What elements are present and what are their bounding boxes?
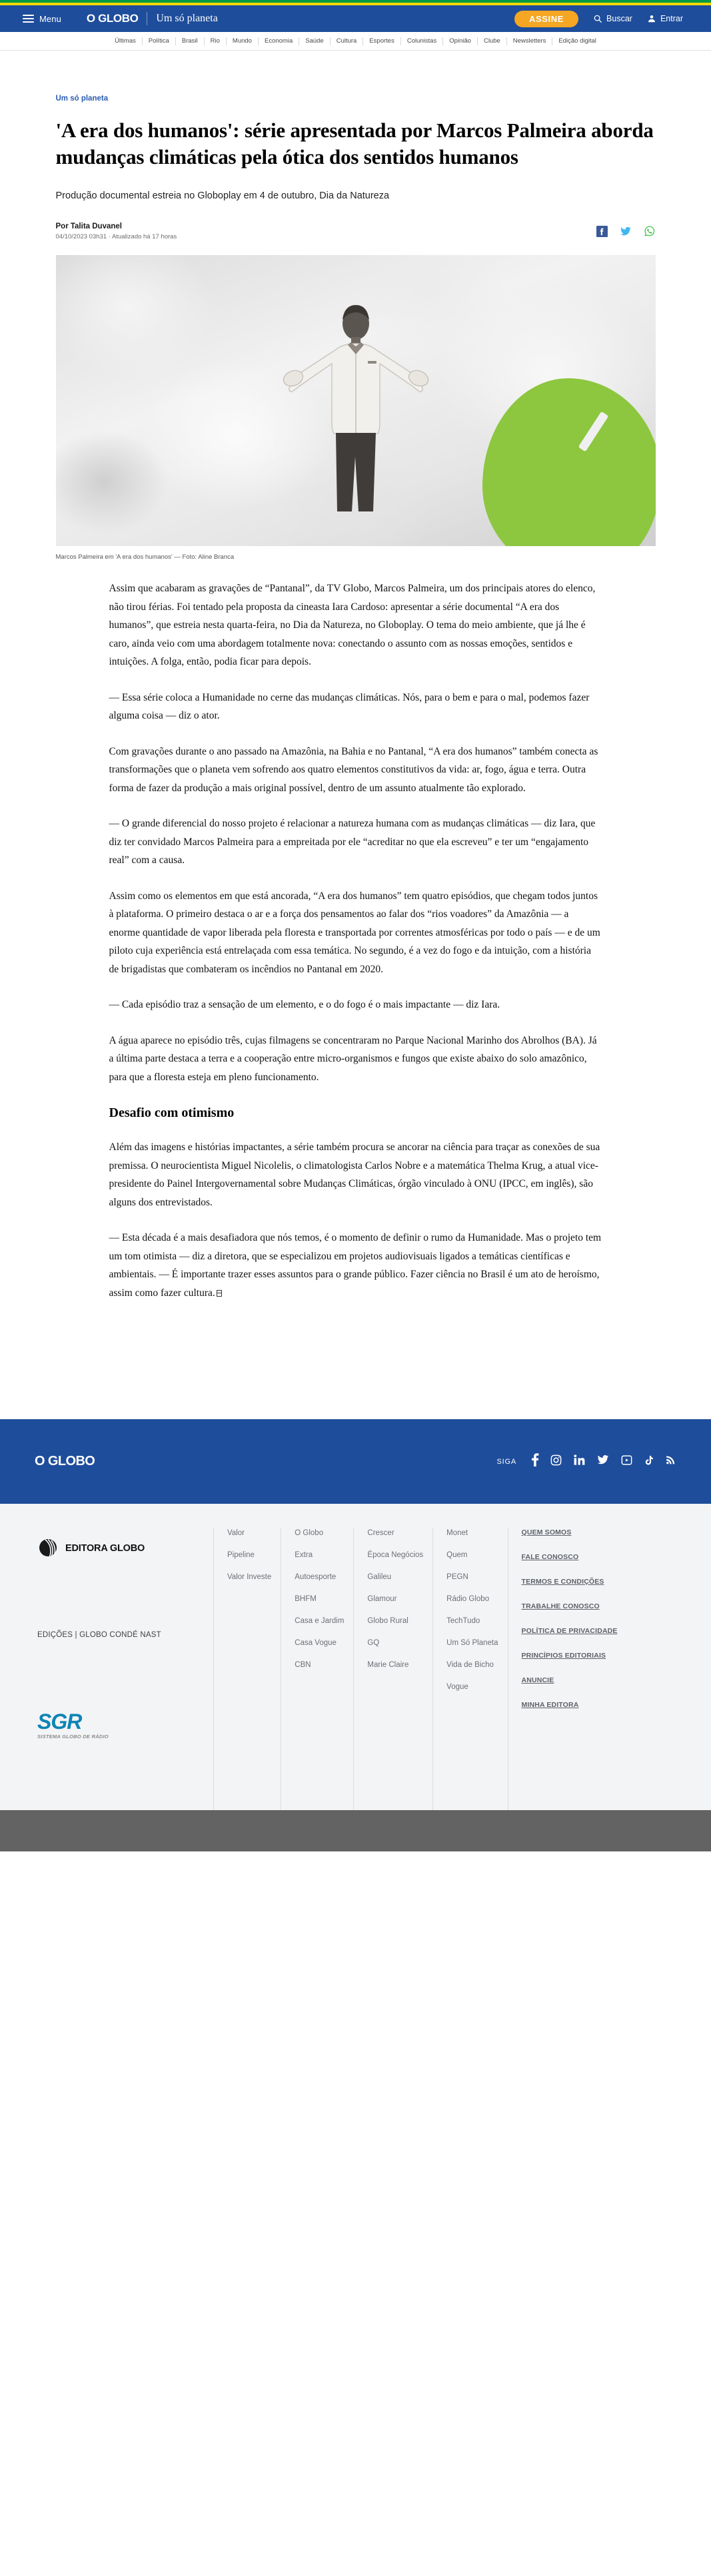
article-final-text: — Esta década é a mais desafiadora que nós temos, é o momento de definir o rumo da Humanidade. Mas o projeto tem um tom otimista — diz a diretora, que se especializou em projetos audiovisuais ligados a temáticas científicas e ambientais. — É importante trazer esses assuntos para o grande público. Fazer ciência no Brasil é um ato de heroísmo, assim como fazer cultura. — [109, 1232, 602, 1299]
subnav-item[interactable]: Clube — [478, 37, 507, 45]
article-paragraph: Assim que acabaram as gravações de “Pantanal”, da TV Globo, Marcos Palmeira, um dos principais atores do elenco, não tirou férias. Foi tentado pela proposta da cineasta Iara Cardoso: apresentar a série documental “A era dos humanos”, que estreia nesta quarta-feira, no Dia da Natureza, no Globoplay. O tema do meio ambiente, que já lhe é caro, ainda veio com uma abordagem totalmente nova: conectando o assunto com as nossas emoções, sentidos e intuições. A folga, então, podia ficar para depois. — [109, 583, 596, 667]
article-paragraph: — O grande diferencial do nosso projeto é relacionar a natureza humana com as mudanças climáticas — diz Iara, que diz ter convidado Marcos Palmeira para a empreitada por ele “acreditar no que ela escreveu” e ter um “engajamento real” com a causa. — [109, 818, 596, 866]
editora-globo-mark-icon — [37, 1537, 59, 1559]
subnav-item[interactable]: Esportes — [363, 37, 401, 45]
footer-link[interactable]: Autoesporte — [295, 1573, 337, 1581]
linkedin-icon[interactable] — [573, 1454, 586, 1470]
footer-legal-link[interactable]: TERMOS E CONDIÇÕES — [521, 1578, 604, 1586]
page-body — [0, 51, 711, 1419]
footer-publisher-column — [0, 1528, 213, 1810]
article-paragraph: Assim como os elementos em que está ancorada, “A era dos humanos” tem quatro episódios, que chegam todos juntos à plataforma. O primeiro destaca o ar e a força dos pensamentos ao falar dos “rios voadores” da Amazônia — a enorme quantidade de vapor liberada pela floresta e transportada por correntes atmosféricas por todo o país — e de um piloto cuja experiência está entrelaçada com essa temática. No segundo, é a vez do fogo e da intuição, com a história de brigadistas que combateram os incêndios no Pantanal em 2020. — [109, 890, 600, 975]
user-icon — [647, 14, 656, 23]
lead-image — [56, 255, 656, 546]
whatsapp-share-icon[interactable] — [644, 225, 656, 240]
brand-area — [87, 12, 218, 25]
footer-link[interactable]: Quem — [446, 1551, 468, 1559]
page-title: 'A era dos humanos': série apresentada por Marcos Palmeira aborda mudanças climáticas pela ótica dos sentidos humanos — [55, 119, 654, 168]
footer-bottom-bar — [0, 1810, 711, 1851]
footer-legal-link[interactable]: MINHA EDITORA — [521, 1701, 579, 1709]
footer-link[interactable]: Glamour — [367, 1595, 397, 1603]
footer-link[interactable]: O Globo — [295, 1529, 324, 1537]
footer-link[interactable]: Época Negócios — [367, 1551, 424, 1559]
menu-button-label: Menu — [39, 13, 61, 24]
footer-legal-link[interactable]: POLÍTICA DE PRIVACIDADE — [521, 1627, 618, 1635]
footer-link[interactable]: Rádio Globo — [446, 1595, 490, 1603]
article — [56, 51, 656, 1419]
login-button[interactable] — [647, 14, 683, 23]
twitter-icon[interactable] — [596, 1454, 610, 1469]
subnav-item[interactable]: Mundo — [227, 37, 259, 45]
footer-link[interactable]: Valor Investe — [227, 1573, 272, 1581]
sgr-subtitle: SISTEMA GLOBO DE RÁDIO — [37, 1734, 109, 1740]
header-actions — [514, 11, 695, 27]
footer-links-area — [0, 1504, 711, 1810]
subnav-item[interactable]: Últimas — [109, 37, 143, 45]
footer-link[interactable]: Monet — [446, 1529, 468, 1537]
follow-label: SIGA — [496, 1457, 516, 1466]
footer-legal-link[interactable]: ANUNCIE — [521, 1676, 554, 1684]
footer-link[interactable]: BHFM — [295, 1595, 317, 1603]
subnav-item[interactable]: Colunistas — [401, 37, 443, 45]
footer-link[interactable]: Crescer — [367, 1529, 394, 1537]
footer-link[interactable]: Globo Rural — [367, 1617, 408, 1625]
subscribe-button[interactable]: ASSINE — [514, 11, 578, 27]
share-buttons — [596, 222, 656, 240]
footer-legal-column — [508, 1528, 627, 1810]
login-button-label: Entrar — [660, 14, 683, 23]
subnav-item[interactable]: Economia — [259, 37, 299, 45]
facebook-icon[interactable] — [531, 1453, 539, 1470]
footer-link[interactable]: GQ — [367, 1639, 380, 1647]
article-paragraph: A água aparece no episódio três, cujas filmagens se concentraram no Parque Nacional Marinho dos Abrolhos (BA). Já a última parte destaca a terra e a cooperação entre micro-organismos e fungos que existe abaixo do solo amazônico, para que a floresta esteja em pleno funcionamento. — [109, 1034, 597, 1083]
social-links — [497, 1453, 677, 1470]
subnav-item[interactable]: Brasil — [176, 37, 205, 45]
footer-legal-link[interactable]: PRINCÍPIOS EDITORIAIS — [521, 1652, 606, 1660]
footer-link[interactable]: Casa e Jardim — [295, 1617, 345, 1625]
search-icon — [593, 14, 602, 23]
rss-icon[interactable] — [665, 1454, 676, 1469]
editora-globo-label: EDITORA GLOBO — [65, 1542, 145, 1554]
byline — [56, 222, 177, 240]
sgr-logo[interactable] — [37, 1711, 213, 1740]
footer-legal-link[interactable]: TRABALHE CONOSCO — [521, 1602, 600, 1610]
section-title[interactable]: Um só planeta — [156, 13, 218, 24]
lead-image-figure — [56, 255, 656, 562]
footer-link[interactable]: TechTudo — [446, 1617, 480, 1625]
article-standfirst: Produção documental estreia no Globoplay em 4 de outubro, Dia da Natureza — [55, 190, 390, 201]
footer-link[interactable]: Um Só Planeta — [446, 1639, 498, 1647]
article-paragraph: Além das imagens e histórias impactantes, a série também procura se ancorar na ciência para traçar as conexões de sua premissa. O neurocientista Miguel Nicolelis, o climatologista Carlos Nobre e a matemática Thelma Krug, a atual vice-presidente do Painel Intergovernamental sobre Mudanças Climáticas, órgão vinculado à ONU (IPCC, em inglês), são alguns dos entrevistados. — [109, 1141, 600, 1208]
footer-column — [281, 1528, 353, 1810]
footer-legal-link[interactable]: QUEM SOMOS — [521, 1528, 572, 1536]
subnav-item[interactable]: Saúde — [299, 37, 330, 45]
footer-link[interactable]: Extra — [295, 1551, 313, 1559]
sgr-name: SGR — [37, 1710, 82, 1734]
article-paragraph: Com gravações durante o ano passado na Amazônia, na Bahia e no Pantanal, “A era dos humanos” também conecta as transformações que o planeta vem sofrendo aos quatro elementos constitutivos da vida: ar, fogo, água e terra. Outra forma de fazer da produção a mais original possível, dentro de um assunto atualmente tão explorado. — [109, 745, 598, 794]
byline-row — [56, 222, 656, 240]
search-button-label: Buscar — [606, 14, 632, 23]
subnav-item[interactable]: Edição digital — [558, 37, 596, 45]
footer-column — [213, 1528, 281, 1810]
footer-link[interactable]: Valor — [227, 1529, 245, 1537]
search-button[interactable] — [593, 14, 632, 23]
editora-globo-logo[interactable] — [37, 1537, 213, 1559]
article-paragraph: — Essa série coloca a Humanidade no cerne das mudanças climáticas. Nós, para o bem e para o mal, podemos fazer alguma coisa — diz o ator. — [109, 691, 590, 721]
instagram-icon[interactable] — [550, 1454, 562, 1470]
article-paragraph-final — [109, 1229, 602, 1302]
edicoes-label[interactable]: EDIÇÕES | GLOBO CONDÉ NAST — [37, 1631, 161, 1639]
footer-column — [432, 1528, 507, 1810]
article-author[interactable]: Por Talita Duvanel — [55, 222, 122, 230]
footer-brand-bar — [0, 1419, 711, 1504]
twitter-share-icon[interactable] — [620, 226, 632, 240]
footer-link[interactable]: Vida de Bicho — [446, 1661, 494, 1669]
menu-button[interactable] — [23, 14, 61, 24]
footer-link[interactable]: Pipeline — [227, 1551, 255, 1559]
end-of-article-mark-icon — [217, 1290, 222, 1297]
section-navigation — [0, 32, 711, 51]
footer-link[interactable]: Vogue — [446, 1683, 468, 1691]
footer-link[interactable]: CBN — [295, 1661, 311, 1669]
subnav-item[interactable]: Opinião — [443, 37, 478, 45]
article-subheading: Desafio com otimismo — [109, 1106, 235, 1120]
footer-legal-link[interactable]: FALE CONOSCO — [521, 1553, 579, 1561]
footer-link[interactable]: PEGN — [446, 1573, 468, 1581]
footer-link[interactable]: Galileu — [367, 1573, 392, 1581]
article-kicker[interactable]: Um só planeta — [55, 95, 109, 103]
footer-link[interactable]: Casa Vogue — [295, 1639, 337, 1647]
footer-column — [353, 1528, 432, 1810]
person-silhouette — [256, 300, 456, 513]
footer-link-columns — [213, 1528, 711, 1810]
subnav-item[interactable]: Cultura — [331, 37, 364, 45]
facebook-share-icon[interactable] — [596, 226, 608, 240]
subnav-item[interactable]: Política — [143, 37, 176, 45]
footer-logo[interactable]: O GLOBO — [35, 1454, 95, 1468]
article-timestamp: 04/10/2023 03h31 · Atualizado há 17 horas — [55, 233, 177, 240]
hamburger-icon — [23, 15, 34, 23]
subnav-item[interactable]: Rio — [205, 37, 227, 45]
site-header — [0, 5, 711, 32]
subnav-item[interactable]: Newsletters — [507, 37, 553, 45]
article-spacer — [56, 1319, 656, 1419]
footer-link[interactable]: Marie Claire — [367, 1661, 409, 1669]
site-logo[interactable]: O GLOBO — [86, 12, 139, 25]
globoplay-icon[interactable] — [620, 1454, 633, 1470]
article-paragraph: — Cada episódio traz a sensação de um elemento, e o do fogo é o mais impactante — diz Iara. — [109, 999, 500, 1010]
article-body — [109, 562, 602, 1302]
tiktok-icon[interactable] — [644, 1454, 654, 1470]
lead-image-caption: Marcos Palmeira em 'A era dos humanos' — Foto: Aline Branca — [55, 553, 235, 561]
